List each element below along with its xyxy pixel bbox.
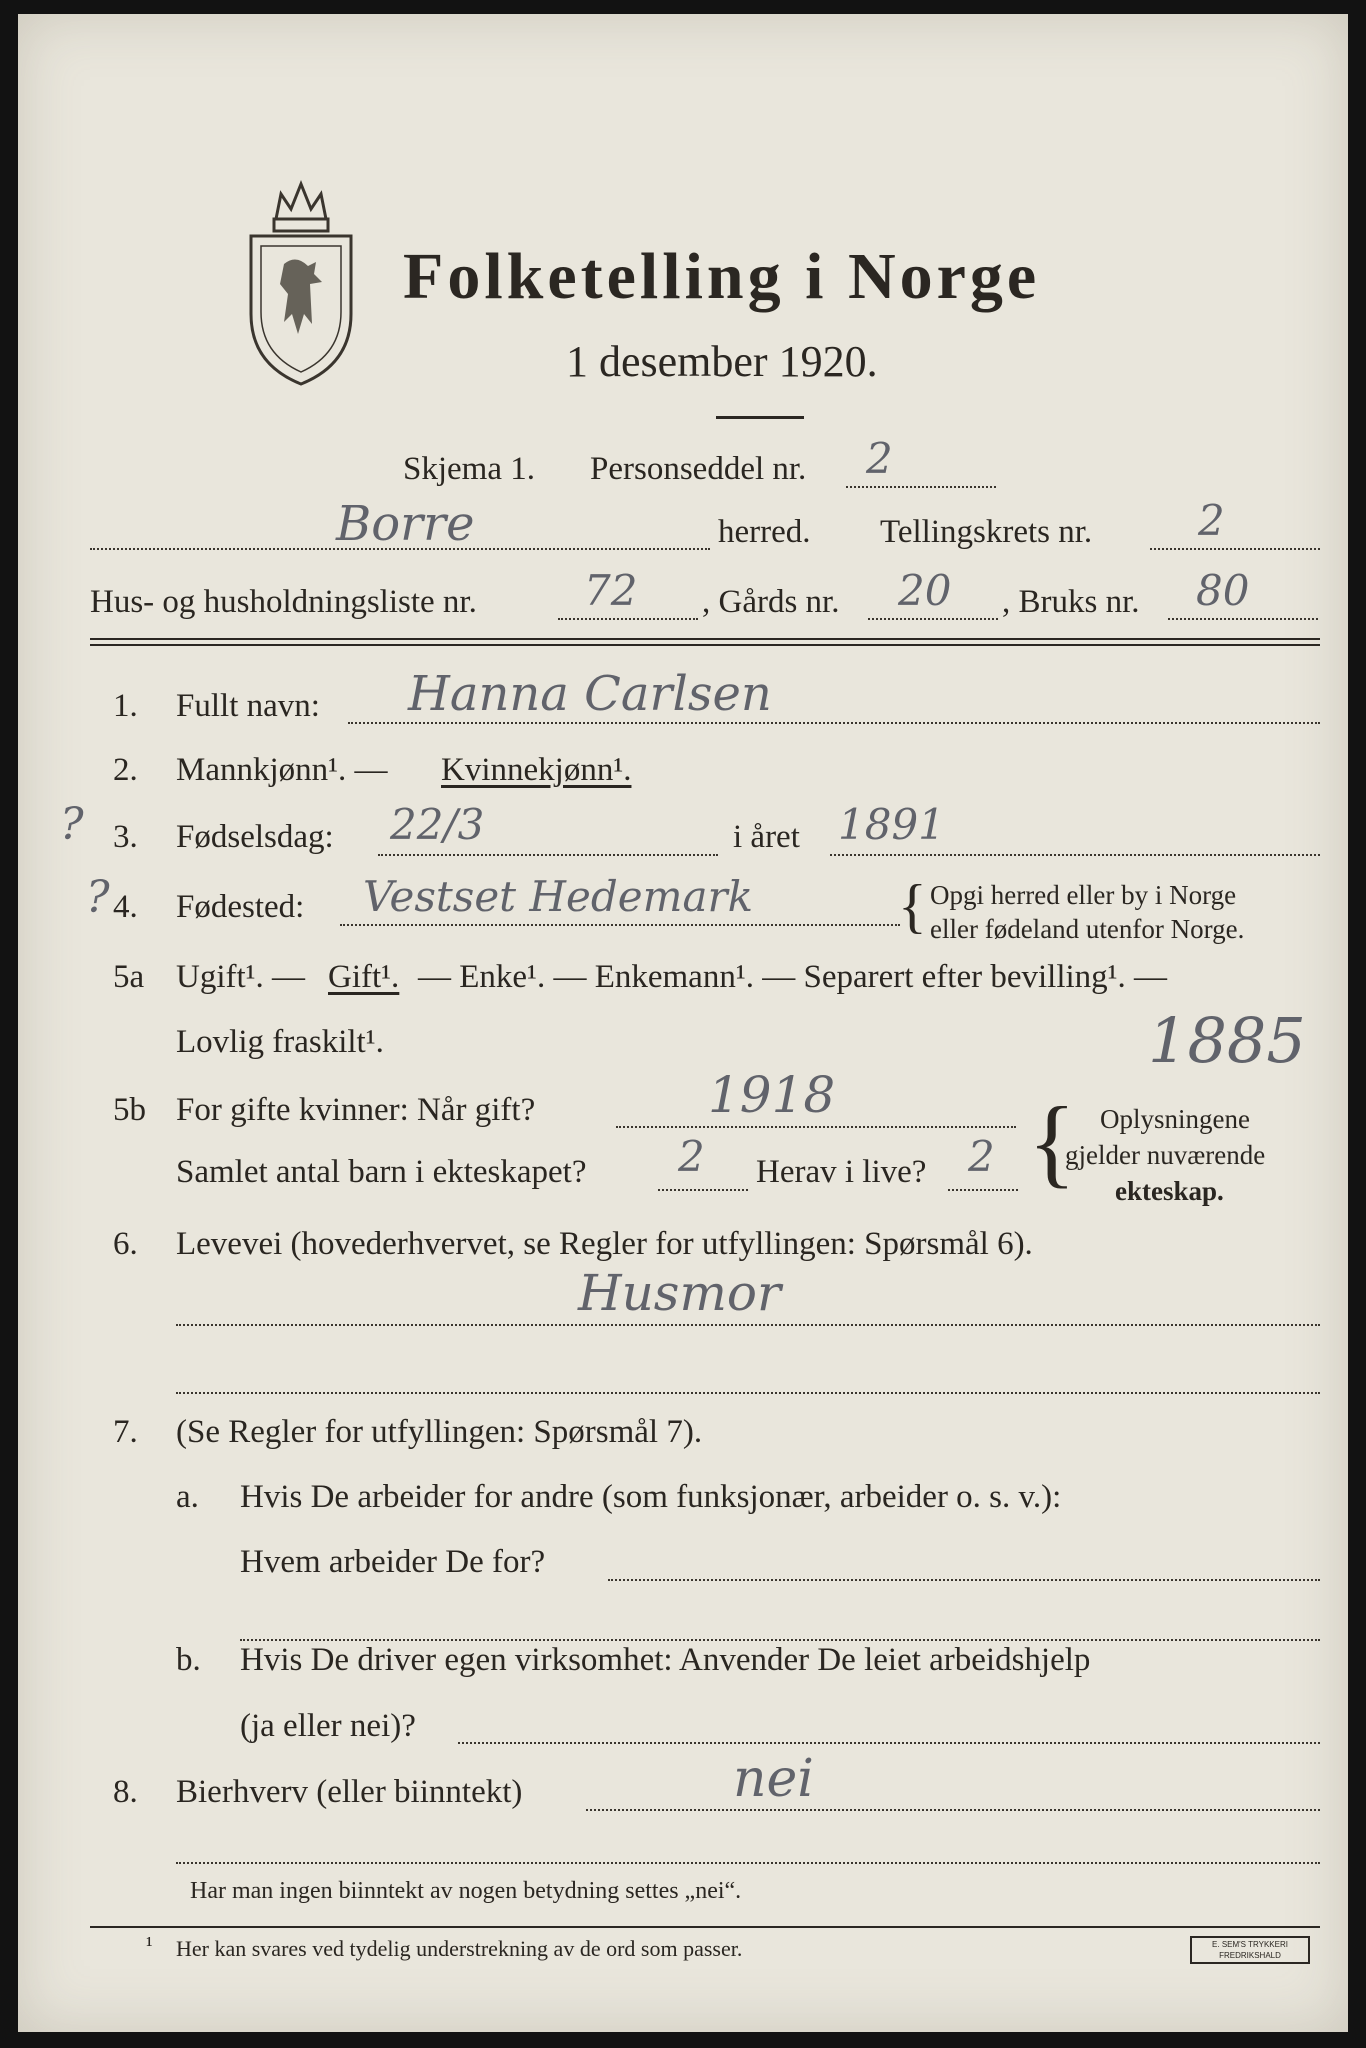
q8-extra-line (176, 1862, 1320, 1864)
footnote-mark: ¹ (146, 1932, 153, 1957)
q7-label: (Se Regler for utfyllingen: Spørsmål 7). (176, 1414, 703, 1450)
q5b-children-value[interactable]: 2 (678, 1132, 705, 1181)
q5b-number: 5b (113, 1092, 146, 1128)
margin-question-mark-2: ? (86, 872, 110, 923)
tellingskrets-label: Tellingskrets nr. (880, 514, 1093, 550)
q5a-other-options: — Enke¹. — Enkemann¹. — Separert efter bevilling¹. — (418, 959, 1168, 995)
q5b-note-line3: ekteskap. (1115, 1176, 1224, 1206)
q3-label: Fødselsdag: (176, 819, 334, 855)
q2-male-option: Mannkjønn¹. — (176, 752, 388, 788)
q7b-line2-label: (ja eller nei)? (240, 1708, 416, 1744)
q5b-line (616, 1126, 1016, 1128)
q6-line2 (176, 1392, 1320, 1394)
q1-number: 1. (113, 688, 138, 724)
q5a-line2: Lovlig fraskilt¹. (176, 1024, 384, 1060)
q6-value[interactable]: Husmor (578, 1264, 781, 1322)
q7-number: 7. (113, 1414, 138, 1450)
form-title: Folketelling i Norge (403, 240, 1041, 313)
footnote-text: Her kan svares ved tydelig understrekning av de ord som passer. (176, 1936, 743, 1961)
q1-line (348, 722, 1320, 724)
q2-number: 2. (113, 752, 138, 788)
q3-value[interactable]: 22/3 (390, 800, 485, 849)
q6-line1 (176, 1324, 1320, 1326)
tellingskrets-value[interactable]: 2 (1198, 496, 1225, 545)
q7b-letter: b. (176, 1642, 201, 1678)
census-date: 1 desember 1920. (566, 337, 878, 386)
q5b-alive-line (948, 1189, 1018, 1191)
q5a-margin-value[interactable]: 1885 (1148, 1004, 1306, 1077)
q4-line (340, 924, 900, 926)
q4-note-line1: Opgi herred eller by i Norge (930, 880, 1237, 910)
printer-stamp-line2: FREDRIKSHALD (1219, 1951, 1281, 1960)
gards-line (868, 618, 998, 620)
q7a-extra-line (240, 1639, 1320, 1641)
q5b-value[interactable]: 1918 (708, 1066, 836, 1124)
herred-value[interactable]: Borre (336, 496, 475, 552)
q4-note-brace: { (898, 873, 927, 939)
gards-value[interactable]: 20 (898, 566, 952, 615)
personseddel-label: Personseddel nr. (590, 451, 807, 487)
q5b-children-line (658, 1189, 748, 1191)
personseddel-value[interactable]: 2 (866, 434, 893, 483)
q5b-alive-label: Herav i live? (756, 1154, 927, 1190)
q7b-line (458, 1742, 1320, 1744)
q3-year-value[interactable]: 1891 (838, 800, 945, 849)
printer-stamp-line1: E. SEM'S TRYKKERI (1212, 1940, 1288, 1949)
q5a-number: 5a (113, 959, 145, 995)
q3-line (378, 854, 718, 856)
q8-number: 8. (113, 1774, 138, 1810)
q7a-letter: a. (176, 1479, 199, 1515)
hus-label: Hus- og husholdningsliste nr. (90, 584, 477, 620)
q4-number: 4. (113, 889, 138, 925)
q3-year-line (830, 854, 1320, 856)
q5b-note-brace: { (1028, 1086, 1076, 1197)
q7a-label: Hvis De arbeider for andre (som funksjonær, arbeider o. s. v.): (240, 1479, 1062, 1515)
q6-label: Levevei (hovederhvervet, se Regler for utfyllingen: Spørsmål 6). (176, 1226, 1033, 1262)
q1-label: Fullt navn: (176, 688, 320, 724)
q5b-note-line1: Oplysningene (1100, 1104, 1250, 1134)
printer-stamp (1190, 1936, 1310, 1964)
q5b-label: For gifte kvinner: Når gift? (176, 1092, 536, 1128)
q3-number: 3. (113, 819, 138, 855)
q4-value[interactable]: Vestset Hedemark (363, 872, 754, 921)
q8-line (586, 1809, 1320, 1811)
q5a-ugift-option: Ugift¹. — (176, 959, 306, 995)
hus-line (558, 618, 698, 620)
q2-female-option: Kvinnekjønn¹. (441, 752, 632, 788)
q7b-label: Hvis De driver egen virksomhet: Anvender De leiet arbeidshjelp (240, 1642, 1091, 1678)
footer-rule (90, 1926, 1320, 1928)
q3-year-label: i året (733, 819, 800, 855)
q4-label: Fødested: (176, 889, 305, 925)
personseddel-line (846, 486, 996, 488)
skjema-label: Skjema 1. (403, 451, 535, 487)
q7a-line (608, 1579, 1320, 1581)
bruks-value[interactable]: 80 (1196, 566, 1250, 615)
q8-label: Bierhverv (eller biinntekt) (176, 1774, 523, 1810)
title-divider (716, 416, 804, 419)
hus-value[interactable]: 72 (584, 566, 638, 615)
q6-number: 6. (113, 1226, 138, 1262)
q8-value[interactable]: nei (733, 1749, 814, 1809)
tellingskrets-line (1150, 548, 1320, 550)
income-note: Har man ingen biinntekt av nogen betydning settes „nei“. (190, 1878, 742, 1904)
q5b-children-label: Samlet antal barn i ekteskapet? (176, 1154, 587, 1190)
herred-label: herred. (718, 514, 811, 550)
bruks-line (1168, 618, 1318, 620)
gards-label: , Gårds nr. (702, 584, 840, 620)
margin-question-mark-1: ? (60, 799, 84, 850)
q5b-note-line2: gjelder nuværende (1065, 1140, 1266, 1170)
q1-value[interactable]: Hanna Carlsen (408, 666, 772, 722)
norwegian-coat-of-arms-icon (236, 174, 366, 389)
census-form-sheet (18, 14, 1348, 2032)
bruks-label: , Bruks nr. (1002, 584, 1140, 620)
q7a-line2-label: Hvem arbeider De for? (240, 1544, 546, 1580)
header-double-rule (90, 638, 1320, 646)
q5a-gift-option: Gift¹. (328, 959, 400, 995)
q4-note-line2: eller fødeland utenfor Norge. (930, 914, 1245, 944)
q5b-alive-value[interactable]: 2 (968, 1132, 995, 1181)
